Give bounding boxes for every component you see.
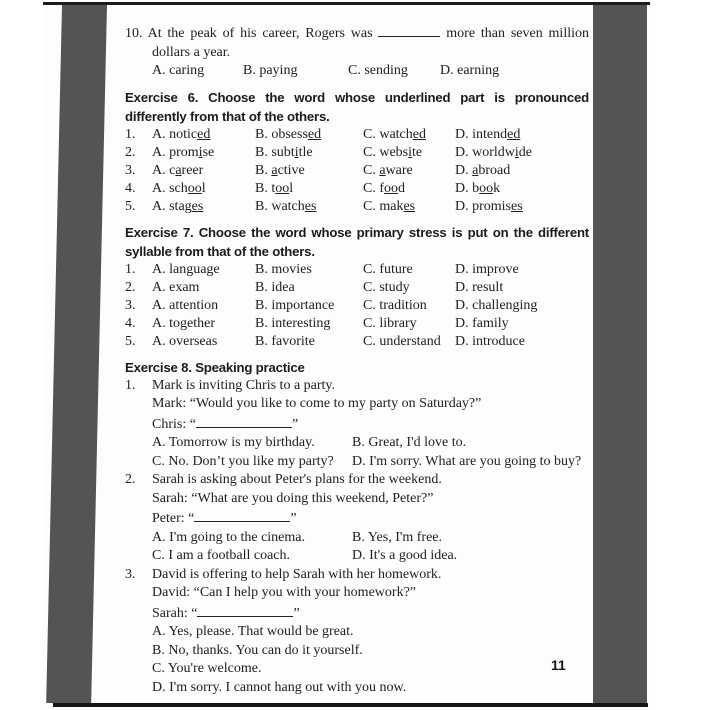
dialogue-line: Mark: “Would you like to come to my party on Saturday?” [152,396,482,411]
row-number: 4. [125,315,136,331]
exercise8-option: A. Yes, please. That would be great. [152,624,354,639]
exercise8-items [125,377,589,698]
exercise7-option-d: D. improve [455,261,519,277]
row-number: 5. [125,198,136,214]
exercise8-item-1 [125,377,589,472]
underlined-part: ed [307,126,322,142]
exercise7-option-b: B. importance [255,297,335,313]
underlined-part: i [514,144,519,160]
exercise8-item-intro [125,377,589,396]
intro-text: David is offering to help Sarah with her homework. [152,566,442,582]
underlined-part: ed [507,126,521,142]
book-gutter-shadow-left [46,5,107,703]
exercise7-option-b: B. movies [255,261,312,277]
response-line [125,414,589,435]
worksheet-content [125,2,589,707]
answer-blank [378,23,440,37]
exercise7-option-c: C. tradition [363,297,427,313]
response-blank [196,414,292,428]
exercise8-option-row [125,623,589,642]
question-10-option-d: D. earning [440,63,500,78]
underlined-part: ed [197,126,211,142]
page-number: 11 [551,657,566,673]
exercise6-option-b: B. watches [255,198,317,214]
question-10-option-c: C. sending [348,63,408,78]
exercise7-row-5 [125,333,589,351]
item-number: 1. [125,377,136,393]
exercise8-item-intro [125,471,589,490]
exercise6-option-d: D. promises [455,198,523,214]
exercise8-option-row [125,453,589,472]
exercise6-title-line2: differently from that of the others. [125,108,330,124]
exercise8-option-row [125,547,589,566]
exercise7-rows [125,261,589,351]
row-number: 3. [125,297,136,313]
exercise6-title [125,88,589,126]
exercise6-title-line1: Exercise 6. Choose the word whose underlined part is pronounced [125,89,589,105]
exercise6-option-b: B. tool [255,180,294,196]
exercise6-option-a: A. school [152,180,206,196]
exercise6-option-d: D. book [455,180,501,196]
underlined-part: es [191,198,204,214]
question-10-number: 10. [125,26,143,41]
exercise7-option-a: A. language [152,261,220,277]
exercise6-option-c: C. aware [363,162,413,178]
question-10-text-before-blank: At the peak of his career, Rogers was [147,26,373,41]
exercise6-option-d: D. worldwide [455,144,532,160]
exercise8-option-row [125,660,589,679]
exercise6-option-d: D. abroad [455,162,511,178]
exercise6-row-2 [125,144,589,162]
closing-quote: ” [293,605,300,621]
underlined-part: i [408,144,413,160]
exercise8-item-intro [125,566,589,585]
exercise7-title-line2: syllable from that of the others. [125,243,315,259]
exercise7-title-line1: Exercise 7. Choose the word whose primary stress is put on the different [125,224,589,240]
row-number: 4. [125,180,136,196]
exercise7-option-d: D. result [455,279,504,295]
question-10-option-b: B. paying [243,63,298,78]
underlined-part: oo [187,180,202,196]
exercise6-row-4 [125,180,589,198]
exercise7-option-d: D. family [455,315,509,331]
exercise6-option-b: B. subtitle [255,144,313,160]
exercise7-option-d: D. introduce [455,333,525,349]
question-10 [125,23,589,81]
exercise6-option-c: C. makes [363,198,416,214]
exercise8-option: A. I'm going to the cinema. [152,529,305,545]
closing-quote: ” [291,416,299,432]
row-number: 2. [125,279,136,295]
row-number: 3. [125,162,136,178]
row-number: 5. [125,333,136,349]
question-10-option-a: A. caring [152,63,205,78]
exercise8-option: B. Yes, I'm free. [352,529,443,545]
exercise7-row-2 [125,279,589,297]
exercise6-row-1 [125,126,589,144]
exercise8-option: A. Tomorrow is my birthday. [152,435,315,450]
exercise7-option-b: B. favorite [255,333,315,349]
exercise8-option: C. You're welcome. [152,661,262,676]
exercise6-option-a: A. noticed [152,126,211,142]
response-blank [194,508,290,522]
exercise6-option-c: C. website [363,144,423,160]
exercise6-row-3 [125,162,589,180]
underlined-part: a [472,162,479,178]
exercise8-title-line: Exercise 8. Speaking practice [125,359,305,375]
exercise8-option: D. I'm sorry. What are you going to buy? [352,453,582,469]
exercise7-option-b: B. interesting [255,315,331,331]
exercise7-row-3 [125,297,589,315]
exercise8-option: C. I am a football coach. [152,548,291,563]
exercise8-title [125,358,589,377]
closing-quote: ” [290,511,297,526]
exercise8-option: B. Great, I'd love to. [352,435,467,450]
exercise7-row-1 [125,261,589,279]
exercise6-option-a: A. stages [152,198,204,214]
exercise7-option-a: A. exam [152,279,200,295]
item-number: 3. [125,566,136,582]
question-10-line2: dollars a year. [152,44,231,60]
exercise7-option-c: C. library [363,315,417,331]
item-number: 2. [125,472,136,487]
exercise8-option: B. No, thanks. You can do it yourself. [152,642,363,658]
response-speaker: Sarah: “ [152,605,198,621]
exercise6-option-c: C. watched [363,126,426,142]
exercise6-option-d: D. intended [455,126,521,142]
underlined-part: a [379,162,386,178]
question-10-line1 [125,23,589,44]
exercise8-option-row [125,642,589,661]
exercise6-option-b: B. active [255,162,305,178]
exercise8-option-row [125,434,589,453]
underlined-part: es [511,198,523,214]
exercise8-item-2 [125,471,589,566]
exercise7-title [125,223,589,261]
underlined-part: a [175,162,182,178]
exercise8-item-3 [125,566,589,698]
exercise7-option-c: C. understand [363,333,441,349]
exercise7-option-b: B. idea [255,279,295,295]
scanned-worksheet-photo [43,2,650,707]
exercise7-option-c: C. future [363,261,413,277]
underlined-part: oo [275,180,290,196]
exercise8-option: D. It's a good idea. [352,548,458,563]
intro-text: Mark is inviting Chris to a party. [152,377,336,393]
page-edge-shadow-right [593,5,647,703]
exercise7-option-a: A. attention [152,297,219,313]
exercise7-option-a: A. together [152,315,215,331]
exercise6-rows [125,126,589,216]
underlined-part: es [304,198,317,214]
exercise6-option-b: B. obsessed [255,126,322,142]
response-line [125,508,589,529]
exercise6-option-a: A. promise [152,144,215,160]
response-speaker: Peter: “ [152,511,195,526]
underlined-part: i [198,144,203,160]
exercise7-option-c: C. study [363,279,410,295]
response-speaker: Chris: “ [152,416,196,432]
response-blank [197,603,293,617]
row-number: 1. [125,261,136,277]
exercise6-option-a: A. career [152,162,204,178]
response-line [125,603,589,624]
row-number: 2. [125,144,136,160]
underlined-part: es [403,198,416,214]
underlined-part: oo [479,180,494,196]
exercise6-option-c: C. food [363,180,405,196]
question-10-options [125,62,589,81]
row-number: 1. [125,126,136,142]
underlined-part: oo [384,180,398,196]
exercise6-row-5 [125,198,589,216]
exercise8-option-row [125,529,589,548]
exercise7-row-4 [125,315,589,333]
dialogue-line: David: “Can I help you with your homework?” [152,585,416,600]
underlined-part: a [271,162,278,178]
exercise8-option: C. No. Don’t you like my party? [152,453,334,469]
exercise8-option: D. I'm sorry. I cannot hang out with you now. [152,679,407,695]
underlined-part: ed [412,126,426,142]
underlined-part: i [294,144,299,160]
exercise7-option-d: D. challenging [455,297,538,313]
dialogue-line: Sarah: “What are you doing this weekend, Peter?” [152,490,434,506]
intro-text: Sarah is asking about Peter's plans for the weekend. [152,472,442,487]
question-10-text-after-blank: more than seven million [446,26,589,41]
exercise7-option-a: A. overseas [152,333,218,349]
exercise8-option-row [125,679,589,698]
